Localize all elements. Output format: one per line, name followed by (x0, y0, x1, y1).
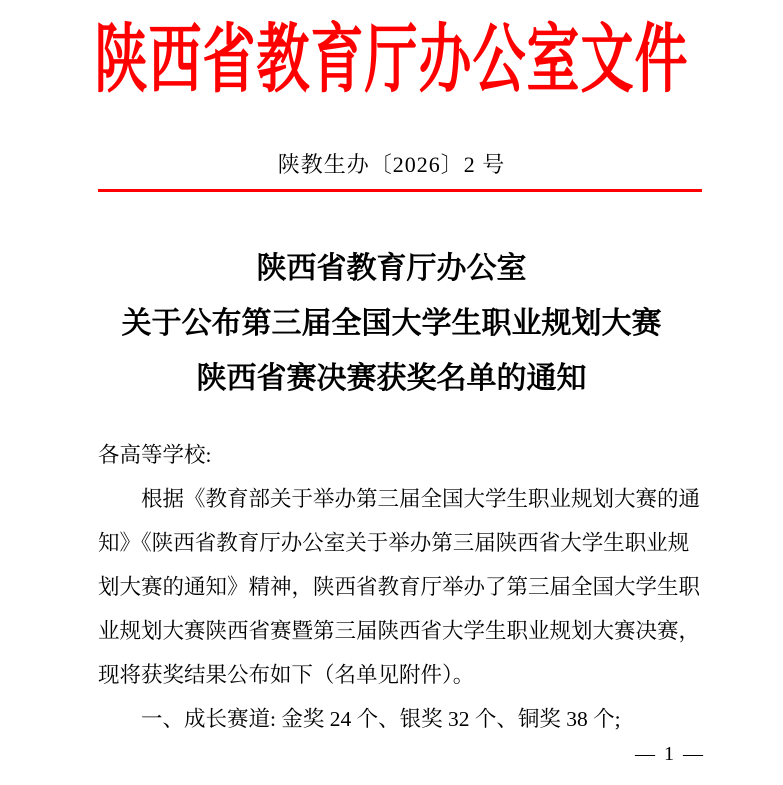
page-number: — 1 — (635, 743, 705, 765)
red-letterhead-banner (0, 19, 783, 103)
paragraph-line-5: 现将获奖结果公布如下（名单见附件）。 (98, 663, 475, 687)
award-track-list-item: 一、成长赛道: 金奖 24 个、银奖 32 个、铜奖 38 个; (141, 707, 621, 731)
red-divider-line (98, 189, 702, 192)
notice-title-line-1: 陕西省教育厅办公室 (256, 252, 527, 285)
notice-title (0, 241, 783, 406)
paragraph-line-4: 业规划大赛陕西省赛暨第三届陕西省大学生职业规划大赛决赛， (98, 619, 701, 643)
notice-body (98, 433, 702, 741)
document-number: 陕教生办〔2026〕2 号 (277, 152, 506, 177)
notice-title-line-2: 关于公布第三届全国大学生职业规划大赛 (121, 307, 662, 340)
salutation: 各高等学校: (98, 443, 212, 467)
letterhead-title: 陕西省教育厅办公室文件 (94, 19, 689, 103)
paragraph-line-2: 知》《陕西省教育厅办公室关于举办第三届陕西省大学生职业规 (98, 531, 690, 555)
paragraph-line-3: 划大赛的通知》精神，陕西省教育厅举办了第三届全国大学生职 (98, 575, 701, 599)
notice-title-line-3: 陕西省赛决赛获奖名单的通知 (196, 362, 587, 395)
paragraph-line-1: 根据《教育部关于举办第三届全国大学生职业规划大赛的通 (141, 487, 701, 511)
